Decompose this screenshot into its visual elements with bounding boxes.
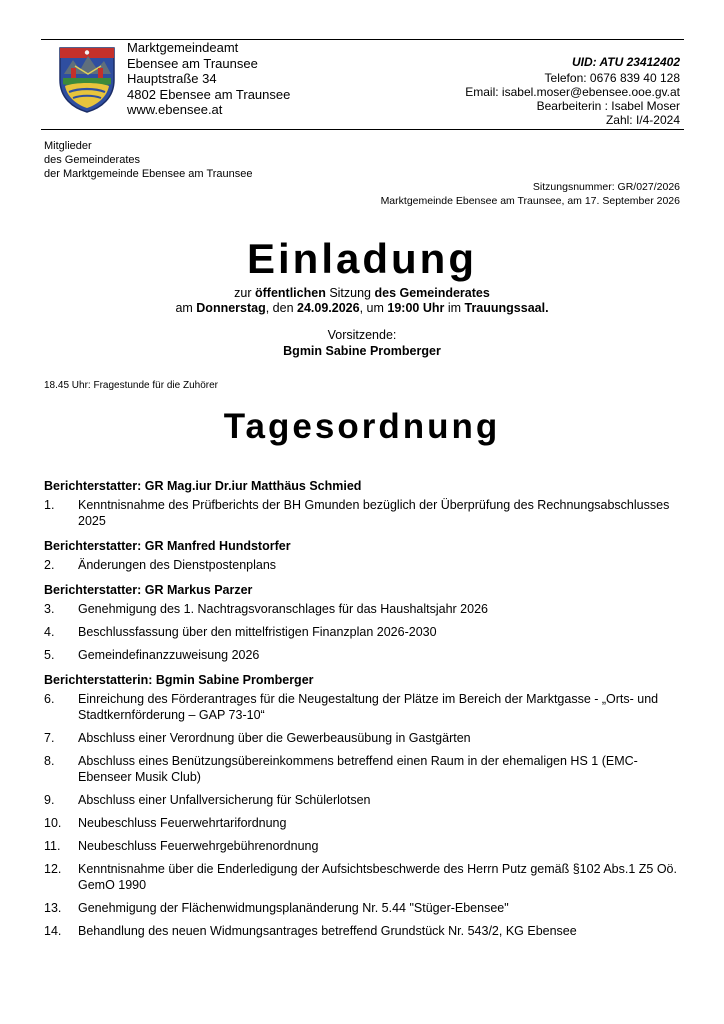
agenda-item-number: 6. [44, 692, 55, 706]
agenda-item [44, 647, 684, 663]
agenda-item-text: Änderungen des Dienstpostenplans [78, 558, 277, 572]
agenda-item [44, 792, 684, 808]
agenda-item-text: Neubeschluss Feuerwehrgebührenordnung [78, 839, 319, 853]
recipient-line: der Marktgemeinde Ebensee am Traunsee [44, 168, 253, 180]
agenda-item-text: Beschlussfassung über den mittelfristigen Finanzplan 2026-2030 [78, 625, 437, 639]
text-run-bold: öffentlichen [255, 286, 326, 300]
address-line: 4802 Ebensee am Traunsee [127, 86, 291, 102]
agenda-item-number: 13. [44, 901, 62, 915]
agenda-list [44, 478, 684, 946]
chair-name: Bgmin Sabine Promberger [283, 344, 441, 358]
address-line: Ebensee am Traunsee [127, 55, 258, 71]
agenda-item-number: 4. [44, 625, 55, 639]
meeting-day: Donnerstag [196, 301, 266, 315]
agenda-item-text: Behandlung des neuen Widmungsantrages betreffend Grundstück Nr. 543/2, KG Ebensee [78, 924, 577, 938]
header-bottom-rule [41, 129, 684, 130]
agenda-item-number: 7. [44, 731, 55, 745]
text-run-bold: des Gemeinderates [374, 286, 490, 300]
section-reporter: Berichterstatterin: Bgmin Sabine Promberger [44, 673, 314, 687]
chair-block [0, 327, 724, 359]
phone-line: Telefon: 0676 839 40 128 [544, 71, 680, 85]
agenda-item-number: 1. [44, 498, 55, 512]
contact-block [465, 55, 680, 127]
address-line: Marktgemeindeamt [127, 40, 239, 55]
agenda-item-text: Neubeschluss Feuerwehrtarifordnung [78, 816, 287, 830]
section-reporter: Berichterstatter: GR Markus Parzer [44, 583, 253, 597]
text-run: im [444, 301, 465, 315]
question-time-note: 18.45 Uhr: Fragestunde für die Zuhörer [44, 380, 218, 391]
agenda-item-number: 11. [44, 839, 61, 853]
agenda-item [44, 497, 684, 529]
agenda-item [44, 753, 684, 785]
website-link[interactable]: www.ebensee.at [127, 102, 223, 117]
recipient-block [44, 139, 253, 181]
municipality-address [127, 40, 290, 118]
coat-of-arms-logo [57, 44, 117, 114]
place-date-line: Marktgemeinde Ebensee am Traunsee, am 17. September 2026 [380, 194, 680, 207]
agenda-item [44, 815, 684, 831]
agenda-item-number: 8. [44, 754, 55, 768]
agenda-item [44, 900, 684, 916]
address-line: Hauptstraße 34 [127, 71, 217, 86]
agenda-item [44, 557, 684, 573]
agenda-item-number: 9. [44, 793, 55, 807]
agenda-item-text: Abschluss einer Unfallversicherung für Schülerlotsen [78, 793, 371, 807]
invitation-line-2 [0, 301, 724, 316]
agenda-item [44, 730, 684, 746]
text-run: , um [359, 301, 388, 315]
agenda-item [44, 601, 684, 617]
agenda-item-text: Abschluss eines Benützungsübereinkommens betreffend einen Raum in der ehemaligen HS 1 (EMC-Ebenseer Musik Club) [78, 754, 638, 784]
agenda-title: Tagesordnung [223, 407, 501, 446]
agenda-item-text: Gemeindefinanzzuweisung 2026 [78, 648, 260, 662]
uid-number: UID: ATU 23412402 [571, 55, 680, 69]
agenda-item-text: Abschluss einer Verordnung über die Gewerbeausübung in Gastgärten [78, 731, 471, 745]
chair-label: Vorsitzende: [327, 328, 397, 342]
agenda-item-text: Einreichung des Förderantrages für die Neugestaltung der Plätze im Bereich der Marktgasse - „Orts- und Stadtkernförderung – GAP 73-10“ [78, 692, 659, 722]
section-reporter: Berichterstatter: GR Manfred Hundstorfer [44, 539, 291, 553]
agenda-item [44, 861, 684, 893]
meeting-date: 24.09.2026 [297, 301, 360, 315]
agenda-item [44, 838, 684, 854]
clerk-line: Bearbeiterin : Isabel Moser [536, 99, 680, 113]
recipient-line: Mitglieder [44, 140, 92, 152]
meeting-room: Trauungssaal. [464, 301, 549, 315]
reference-number: Zahl: I/4-2024 [605, 113, 680, 127]
agenda-item-text: Genehmigung der Flächenwidmungsplanänderung Nr. 5.44 "Stüger-Ebensee" [78, 901, 509, 915]
agenda-item-number: 10. [44, 816, 62, 830]
agenda-item-text: Kenntnisnahme über die Enderledigung der Aufsichtsbeschwerde des Herrn Putz gemäß §102 Abs.1 Z5 Oö. GemO 1990 [78, 862, 677, 892]
invitation-details [0, 286, 724, 316]
agenda-item [44, 691, 684, 723]
section-reporter: Berichterstatter: GR Mag.iur Dr.iur Matthäus Schmied [44, 479, 362, 493]
agenda-item-text: Kenntnisnahme des Prüfberichts der BH Gmunden bezüglich der Überprüfung des Rechnungsabschlusses 2025 [78, 498, 670, 528]
agenda-item [44, 923, 684, 939]
agenda-item-number: 12. [44, 862, 62, 876]
text-run: zur [234, 286, 255, 300]
recipient-line: des Gemeinderates [44, 154, 140, 166]
meeting-time: 19:00 Uhr [387, 301, 445, 315]
email-line[interactable]: Email: isabel.moser@ebensee.ooe.gv.at [465, 85, 680, 99]
session-info [381, 181, 680, 208]
text-run: Sitzung [325, 286, 375, 300]
invitation-line-1 [0, 286, 724, 301]
text-run: , den [265, 301, 298, 315]
agenda-item-number: 14. [44, 924, 62, 938]
invitation-title: Einladung [247, 235, 477, 282]
session-number: Sitzungsnummer: GR/027/2026 [532, 181, 680, 193]
agenda-item-number: 5. [44, 648, 55, 662]
agenda-item [44, 624, 684, 640]
text-run: am [175, 301, 197, 315]
agenda-item-number: 2. [44, 558, 55, 572]
agenda-item-text: Genehmigung des 1. Nachtragsvoranschlages für das Haushaltsjahr 2026 [78, 602, 488, 616]
agenda-item-number: 3. [44, 602, 55, 616]
